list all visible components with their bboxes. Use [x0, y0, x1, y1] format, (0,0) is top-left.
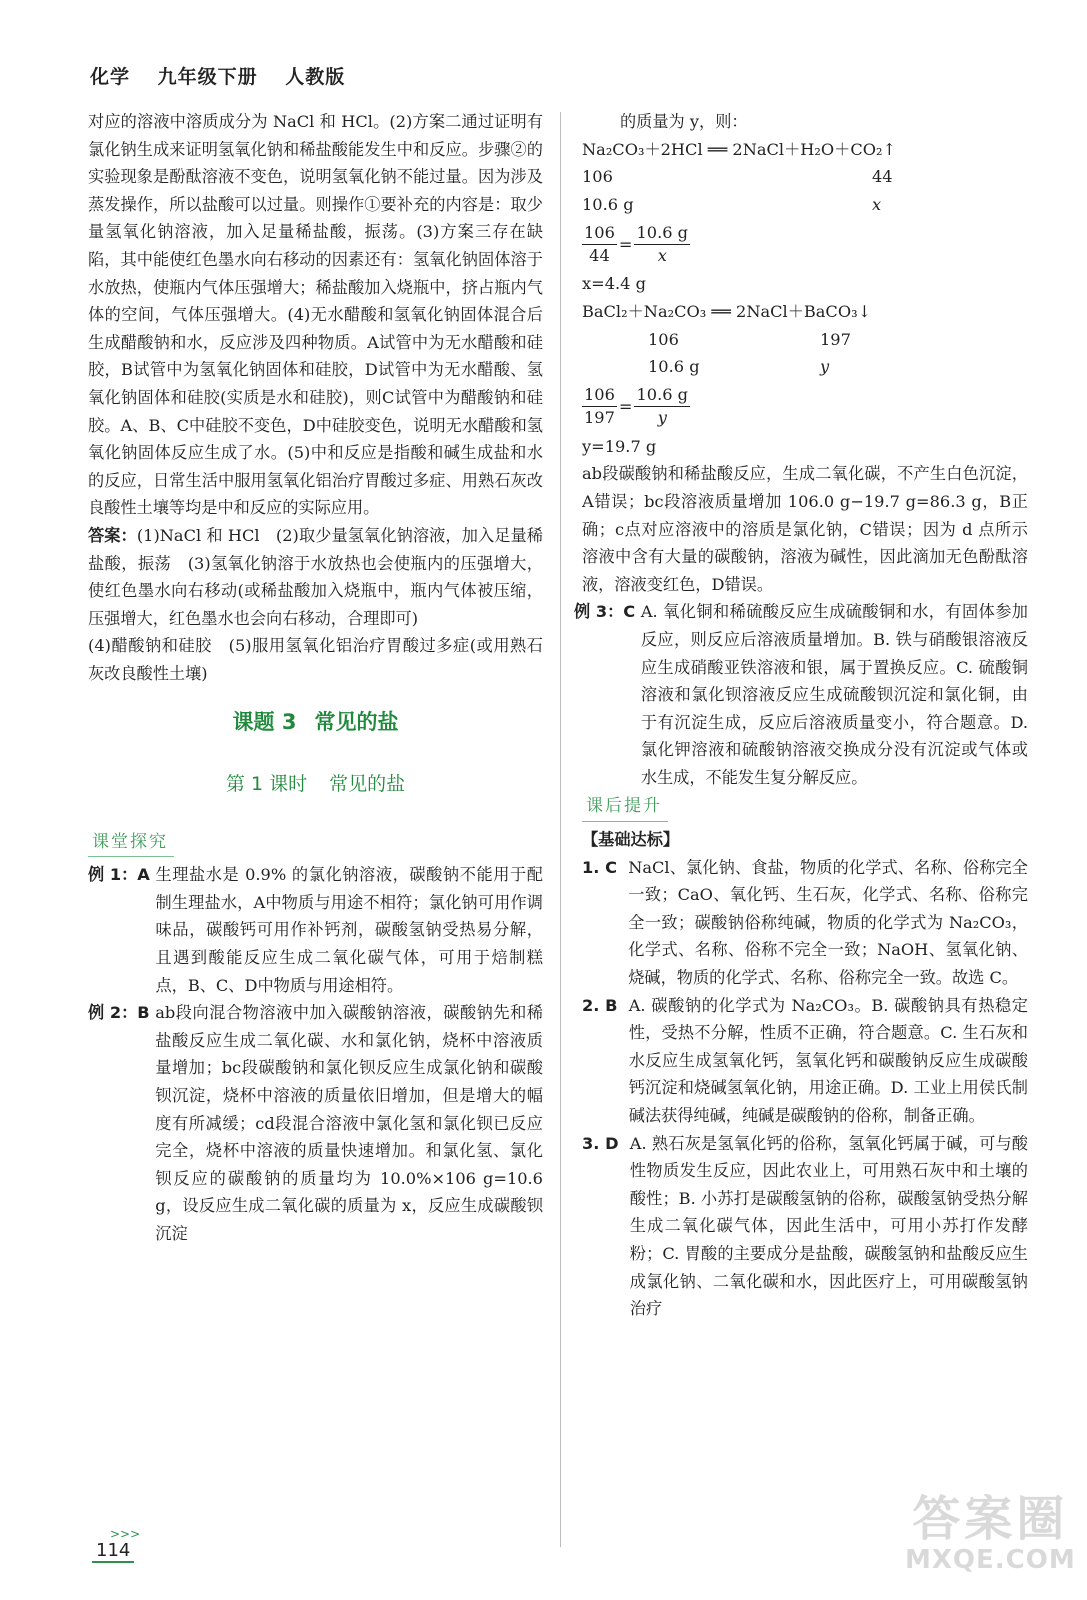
example-label: 例 2：B [88, 1003, 150, 1023]
example-3 [574, 598, 1028, 791]
page-arrow-icon: >>> [110, 1527, 141, 1541]
header-grade: 九年级下册 [157, 66, 258, 88]
period-name: 常见的盐 [329, 773, 406, 796]
result-y: y=19.7 g [582, 436, 657, 456]
lesson-name: 常见的盐 [314, 710, 399, 735]
continuation-line: 的质量为 y，则： [620, 112, 748, 131]
result-x: x=4.4 g [582, 274, 646, 294]
example-text: 生理盐水是 0.9% 的氯化钠溶液，碳酸钠不能用于配制生理盐水，A中物质与用途不相符；氯化钠可用作调味品，碳酸钙可用作补钙剂，碳酸氢钠受热易分解，且遇到酸能反应生成二氧化碳气体，可用于焙制糕点，B、C、D中物质与用途相符。 [155, 865, 543, 995]
lesson-title [88, 709, 543, 737]
equation-1: Na₂CO₃＋2HCl ══ 2NaCl＋H₂O＋CO₂↑ [582, 139, 897, 159]
page-header [90, 62, 365, 89]
proportion-2: $\frac{106}{197}$ = $\frac{10.6 g}{y}$ [584, 385, 689, 428]
header-subject: 化学 [90, 66, 131, 88]
example-2 [88, 999, 543, 1247]
period-title [88, 771, 543, 799]
period-number: 第 1 课时 [225, 773, 308, 796]
solution-paragraph: 对应的溶液中溶质成分为 NaCl 和 HCl。(2)方案二通过证明有氯化钠生成来证明氢氧化钠和稀盐酸能发生中和反应。步骤②的实验现象是酚酞溶液不变色，说明氢氧化钠不能过量。因为涉及蒸发操作，所以盐酸可以过量。则操作①要补充的内容是：取少量氢氧化钠溶液，加入足量稀盐酸，振荡。(3)方案三存在缺陷，其中能使红色墨水向右移动的因素还有：氢氧化钠固体溶于水放热，使瓶内气体压强增大；稀盐酸加入烧瓶中，挤占瓶内气体的空间，气体压强增大。(4)无水醋酸和氢氧化钠固体混合后生成醋酸钠和水，反应涉及四种物质。A试管中为无水醋酸和硅胶，B试管中为氢氧化钠固体和硅胶，D试管中为无水醋酸、氢氧化钠固体和硅胶(实质是水和硅胶)，则C试管中为醋酸钠和硅胶。A、B、C中硅胶不变色，D中硅胶变色，说明无水醋酸和氢氧化钠固体反应生成了水。(5)中和反应是指酸和碱生成盐和水的反应，日常生活中服用氢氧化铝治疗胃酸过多症、用熟石灰改良酸性土壤等均是中和反应的实际应用。 [88, 112, 543, 518]
example-text: ab段向混合物溶液中加入碳酸钠溶液，碳酸钠先和稀盐酸反应生成二氧化碳、水和氯化钠，烧杯中溶液质量增加；bc段碳酸钠和氯化钡反应生成氯化钠和碳酸钡沉淀，烧杯中溶液的质量依旧增加，但是增大的幅度有所减缓；cd段混合溶液中氯化氢和氯化钡已反应完全，烧杯中溶液的质量快速增加。和氯化氢、氯化钡反应的碳酸钠的质量均为 10.0%×106 g=10.6 g，设反应生成二氧化碳的质量为 x，反应生成碳酸钡沉淀 [155, 1003, 543, 1243]
right-column [574, 108, 1028, 1323]
question-text: A. 熟石灰是氢氧化钙的俗称，氢氧化钙属于碱，可与酸性物质发生反应，因此农业上，可用熟石灰中和土壤的酸性；B. 小苏打是碳酸氢钠的俗称，碳酸氢钠受热分解生成二氧化碳气体，因此生活中，可用小苏打作发酵粉；C. 胃酸的主要成分是盐酸，碳酸氢钠和盐酸反应生成氯化钠、二氧化碳和水，因此医疗上，可用碳酸氢钠治疗 [629, 1133, 1028, 1319]
example-label: 例 3：C [574, 602, 636, 622]
question-2: 2. B A. 碳酸钠的化学式为 Na₂CO₃。B. 碳酸钠具有热稳定性，受热不分解，性质不正确，符合题意。C. 生石灰和水反应生成氢氧化钙，氢氧化钙和碳酸钠反应生成碳酸钙沉淀和烧碱氢氧化钠，用途正确。D. 工业上用侯氏制碱法获得纯碱，纯碱是碳酸钠的俗称，制备正确。 [582, 992, 1028, 1130]
page-number: 114 [92, 1540, 134, 1563]
answer-text: (1)NaCl 和 HCl (2)取少量氢氧化钠溶液，加入足量稀盐酸，振荡 (3)氢氧化钠溶于水放热也会使瓶内的压强增大，使红色墨水向右移动(或稀盐酸加入烧瓶中，瓶内气体被压缩，压强增大，红色墨水也会向右移动，合理即可) [88, 525, 543, 628]
example-label: 例 1：A [88, 865, 150, 885]
lesson-number: 课题 3 [232, 710, 297, 735]
equation-1-masses: 106 44 [582, 167, 893, 187]
watermark-logo: 答案圈 MXQE.COM [905, 1491, 1076, 1575]
answer-block [88, 522, 543, 632]
answer-label: 答案： [88, 525, 137, 545]
question-3: 3. D A. 熟石灰是氢氧化钙的俗称，氢氧化钙属于碱，可与酸性物质发生反应，因此农业上，可用熟石灰中和土壤的酸性；B. 小苏打是碳酸氢钠的俗称，碳酸氢钠受热分解生成二氧化碳气体，因此生活中，可用小苏打作发酵粉；C. 胃酸的主要成分是盐酸，碳酸氢钠和盐酸反应生成氯化钠、二氧化碳和水，因此医疗上，可用碳酸氢钠治疗 [582, 1130, 1028, 1323]
example-1 [88, 861, 543, 999]
equation-2-masses: 106 197 [648, 329, 851, 349]
question-text: NaCl、氯化钠、食盐，物质的化学式、名称、俗称完全一致；CaO、氧化钙、生石灰，化学式、名称、俗称完全一致；碳酸钠俗称纯碱，物质的化学式为 Na₂CO₃，化学式、名称、俗称不完全一致；NaOH、氢氧化钠、烧碱，物质的化学式、名称、俗称完全一致。故选 C。 [628, 857, 1028, 988]
section-tag-classroom: 课堂探究 [88, 829, 174, 858]
column-divider [560, 112, 561, 1547]
answer-text-2: (4)醋酸钠和硅胶 (5)服用氢氧化铝治疗胃酸过多症(或用熟石灰改良酸性土壤) [88, 636, 543, 683]
question-1: 1. C NaCl、氯化钠、食盐，物质的化学式、名称、俗称完全一致；CaO、氧化钙、生石灰，化学式、名称、俗称完全一致；碳酸钠俗称纯碱，物质的化学式为 Na₂CO₃，化学式、名称、俗称不完全一致；NaOH、氢氧化钠、烧碱，物质的化学式、名称、俗称完全一致。故选 C。 [582, 854, 1028, 992]
proportion-1: $\frac{106}{44}$ = $\frac{10.6 g}{x}$ [584, 222, 689, 265]
section-tag-after-class: 课后提升 [582, 793, 668, 822]
question-text: A. 碳酸钠的化学式为 Na₂CO₃。B. 碳酸钠具有热稳定性，受热不分解，性质不正确，符合题意。C. 生石灰和水反应生成氢氧化钙，氢氧化钙和碳酸钠反应生成碳酸钙沉淀和烧碱氢氧化钠，用途正确。D. 工业上用侯氏制碱法获得纯碱，纯碱是碳酸钠的俗称，制备正确。 [628, 995, 1028, 1125]
equation-2-values: 10.6 g y [648, 357, 830, 377]
equation-2: BaCl₂＋Na₂CO₃ ══ 2NaCl＋BaCO₃↓ [582, 301, 872, 321]
left-column [88, 108, 543, 1248]
basic-standard-heading: 【基础达标】 [582, 830, 680, 850]
header-edition: 人教版 [285, 66, 346, 88]
analysis-paragraph: ab段碳酸钠和稀盐酸反应，生成二氧化碳，不产生白色沉淀，A错误；bc段溶液质量增加 106.0 g−19.7 g=86.3 g，B正确；c点对应溶液中的溶质是氯化钠，C错误；因为 d 点所示溶液中含有大量的碳酸钠，溶液为碱性，因此滴加无色酚酞溶液，溶液变红色，D错误。 [582, 464, 1028, 594]
equation-1-values: 10.6 g x [582, 194, 882, 214]
example-text: A. 氧化铜和稀硫酸反应生成硫酸铜和水，有固体参加反应，则反应后溶液质量增加。B. 铁与硝酸银溶液反应生成硝酸亚铁溶液和银，属于置换反应。C. 硫酸铜溶液和氯化钡溶液反应生成硫酸钡沉淀和氯化铜，由于有沉淀生成，反应后溶液质量变小，符合题意。D. 氯化钾溶液和硫酸钠溶液交换成分没有沉淀或气体或水生成，不能发生复分解反应。 [640, 602, 1028, 787]
